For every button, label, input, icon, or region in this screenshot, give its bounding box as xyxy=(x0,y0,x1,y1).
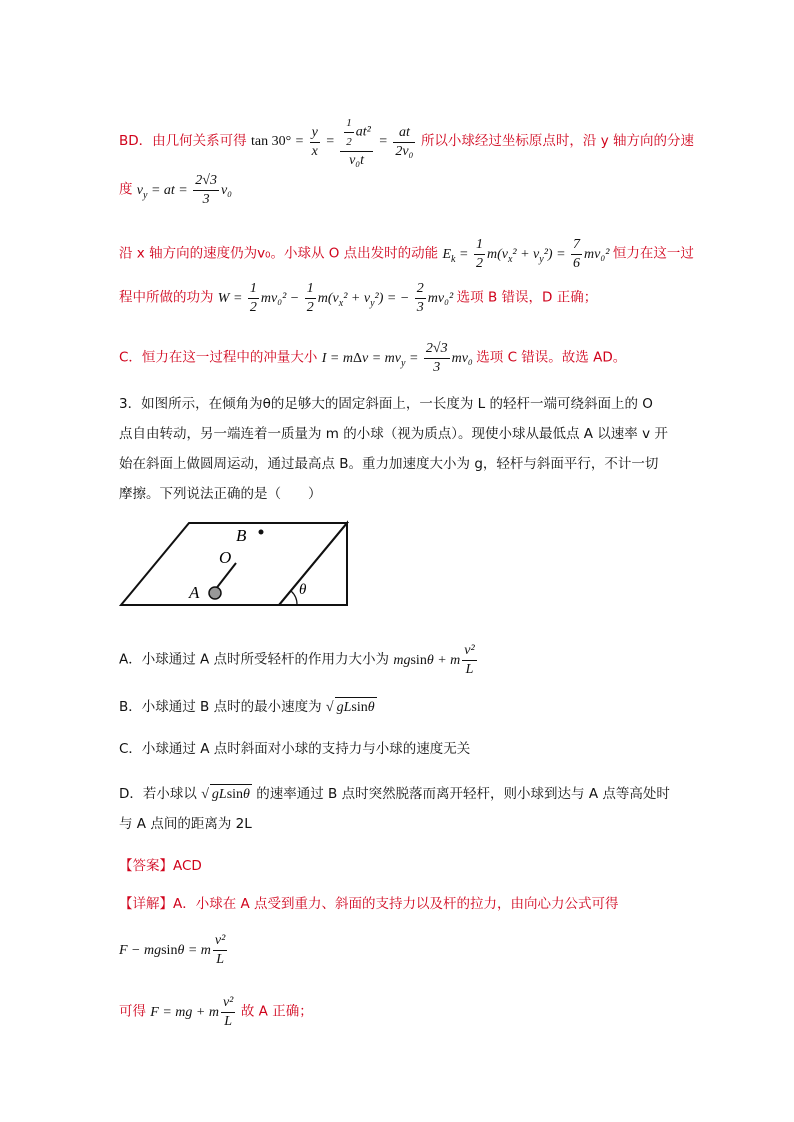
solution-bd-line4-suffix: 选项 B 错误，D 正确； xyxy=(456,289,598,306)
ball xyxy=(209,587,221,599)
label-o: O xyxy=(219,548,232,567)
detail-line1 xyxy=(119,894,619,914)
impulse-formula: $I = m\Delta v = mv_y$ = $\frac{2√3}{3}$ mv₀ xyxy=(321,341,477,375)
solution-bd-line4-prefix: 程中所做的功为 xyxy=(119,289,214,306)
detail-conclusion-suffix: 故 A 正确； xyxy=(240,1003,313,1020)
solution-bd-line4 xyxy=(119,280,597,317)
solution-bd-line3-prefix: 沿 x 轴方向的速度仍为v₀。小球从 O 点出发时的动能 xyxy=(119,245,439,262)
incline-side-face xyxy=(279,523,347,605)
theta-label: θ xyxy=(299,582,307,598)
work-formula: W = $\frac{1}{2}$ mv₀² − $\frac{1}{2}$ $m(v_x^2 + v_y^2)$ = − $\frac{2}{3}$ mv₀² xyxy=(217,281,457,315)
point-b-dot xyxy=(259,530,264,535)
solution-c-prefix: C．恒力在这一过程中的冲量大小 xyxy=(119,349,318,366)
detail-label: 【详解】 xyxy=(119,896,173,912)
option-a-prefix: A．小球通过 A 点时所受轻杆的作用力大小为 xyxy=(119,651,390,668)
vy-formula: $v_y$ = at = $\frac{2√3}{3}$ v₀ xyxy=(136,173,233,207)
incline-figure xyxy=(119,515,359,615)
question-line4: 摩擦。下列说法正确的是（ ） xyxy=(119,486,322,502)
option-d-formula: √ gLsinθ xyxy=(201,787,252,802)
question-line3: 始在斜面上做圆周运动，通过最高点 B。重力加速度大小为 g，轻杆与斜面平行，不计一切 xyxy=(119,456,659,472)
detail-conclusion-prefix: 可得 xyxy=(119,1003,146,1020)
theta-arc xyxy=(291,591,297,605)
option-d-line1 xyxy=(119,784,670,805)
light-rod xyxy=(215,563,236,590)
solution-bd-line2-prefix: 度 xyxy=(119,181,133,198)
option-b-prefix: B．小球通过 B 点时的最小速度为 xyxy=(119,699,322,715)
option-b xyxy=(119,697,377,718)
solution-bd-line3-suffix: 恒力在这一过 xyxy=(612,245,694,262)
solution-bd-line1-prefix: BD．由几何关系可得 xyxy=(119,133,247,150)
solution-bd-line3 xyxy=(119,236,694,273)
solution-c-suffix: 选项 C 错误。故选 AD。 xyxy=(476,349,627,366)
solution-bd-line1-suffix: 所以小球经过坐标原点时，沿 y 轴方向的分速 xyxy=(420,133,695,150)
option-d-line2: 与 A 点间的距离为 2L xyxy=(119,816,252,832)
centripetal-formula: F − mgsinθ = m $\frac{\text{v²}}{L}$ xyxy=(119,933,226,967)
option-d-prefix: D．若小球以 xyxy=(119,786,197,802)
detail-conclusion xyxy=(119,994,313,1031)
answer-label: 【答案】ACD xyxy=(119,858,202,874)
option-d-suffix: 的速率通过 B 点时突然脱落而离开轻杆，则小球到达与 A 点等高处时 xyxy=(256,786,670,802)
tan-formula: tan 30° = $\frac{y}{x}$ = $\frac{1}{2}$ at² v₀t = $\frac{at}{\text{2v₀}}$ xyxy=(251,134,421,149)
conclusion-formula: F = mg + m $\frac{\text{v²}}{L}$ xyxy=(150,995,234,1029)
detail-text: A．小球在 A 点受到重力、斜面的支持力以及杆的拉力，由向心力公式可得 xyxy=(173,896,619,912)
ek-formula: $E_k$ = $\frac{1}{2}$ $m(v_x^2 + v_y^2)$ = $\frac{7}{6}$ mv₀² xyxy=(442,237,613,271)
label-a: A xyxy=(189,583,200,602)
detail-formula-line xyxy=(119,932,229,969)
solution-c xyxy=(119,340,626,377)
option-b-formula: √ gLsinθ xyxy=(326,700,377,715)
question-line1: 3．如图所示，在倾角为θ的足够大的固定斜面上，一长度为 L 的轻杆一端可绕斜面上的 O xyxy=(119,396,653,412)
question-line2: 点自由转动，另一端连着一质量为 m 的小球（视为质点）。现使小球从最低点 A 以速率 v 开 xyxy=(119,426,668,442)
option-a xyxy=(119,642,479,679)
label-b: B xyxy=(236,526,247,545)
solution-bd-line1 xyxy=(119,114,694,170)
solution-bd-line2 xyxy=(119,172,232,209)
option-a-formula: mgsinθ + m $\frac{\text{v²}}{L}$ xyxy=(393,643,475,677)
option-c: C．小球通过 A 点时斜面对小球的支持力与小球的速度无关 xyxy=(119,741,471,757)
